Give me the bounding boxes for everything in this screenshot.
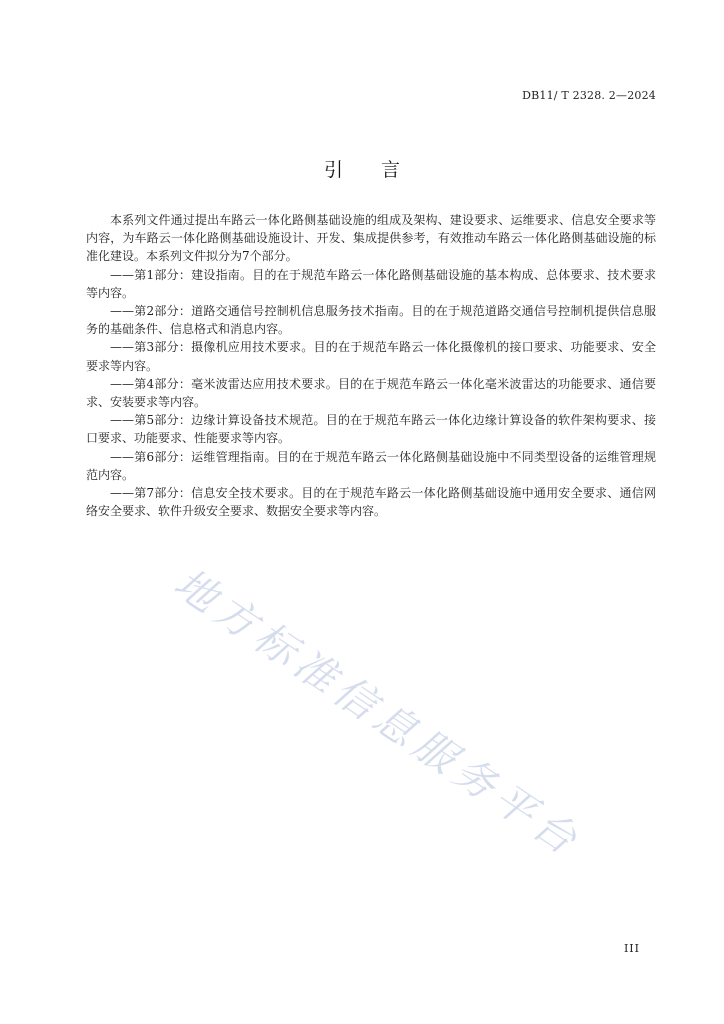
intro-paragraph: 本系列文件通过提出车路云一体化路侧基础设施的组成及架构、建设要求、运维要求、信息安全要求等内容，为车路云一体化路侧基础设施设计、开发、集成提供参考，有效推动车路云一体化路侧基础设施的标准化建设。本系列文件拟分为7个部分。	[86, 213, 656, 264]
watermark: 地方标准信息服务平台	[165, 558, 591, 868]
part-3-item: ——第3部分：摄像机应用技术要求。目的在于规范车路云一体化摄像机的接口要求、功能要求、安全要求等内容。	[86, 340, 656, 373]
part-7-item: ——第7部分：信息安全技术要求。目的在于规范车路云一体化路侧基础设施中通用安全要求、通信网络安全要求、软件升级安全要求、数据安全要求等内容。	[86, 486, 656, 519]
part-6-item: ——第6部分：运维管理指南。目的在于规范车路云一体化路侧基础设施中不同类型设备的运维管理规范内容。	[86, 449, 656, 482]
standard-code: DB11/ T 2328. 2—2024	[522, 89, 656, 102]
part-4-item: ——第4部分：毫米波雷达应用技术要求。目的在于规范车路云一体化毫米波雷达的功能要求、通信要求、安装要求等内容。	[86, 376, 656, 410]
part-1-item: ——第1部分：建设指南。目的在于规范车路云一体化路侧基础设施的基本构成、总体要求、技术要求等内容。	[86, 267, 656, 300]
introduction-body	[86, 211, 656, 520]
part-5-item: ——第5部分：边缘计算设备技术规范。目的在于规范车路云一体化边缘计算设备的软件架构要求、接口要求、功能要求、性能要求等内容。	[86, 413, 656, 446]
part-2-item: ——第2部分：道路交通信号控制机信息服务技术指南。目的在于规范道路交通信号控制机提供信息服务的基础条件、信息格式和消息内容。	[86, 304, 656, 337]
page-title: 引言	[323, 159, 438, 181]
page-number: III	[623, 942, 640, 955]
